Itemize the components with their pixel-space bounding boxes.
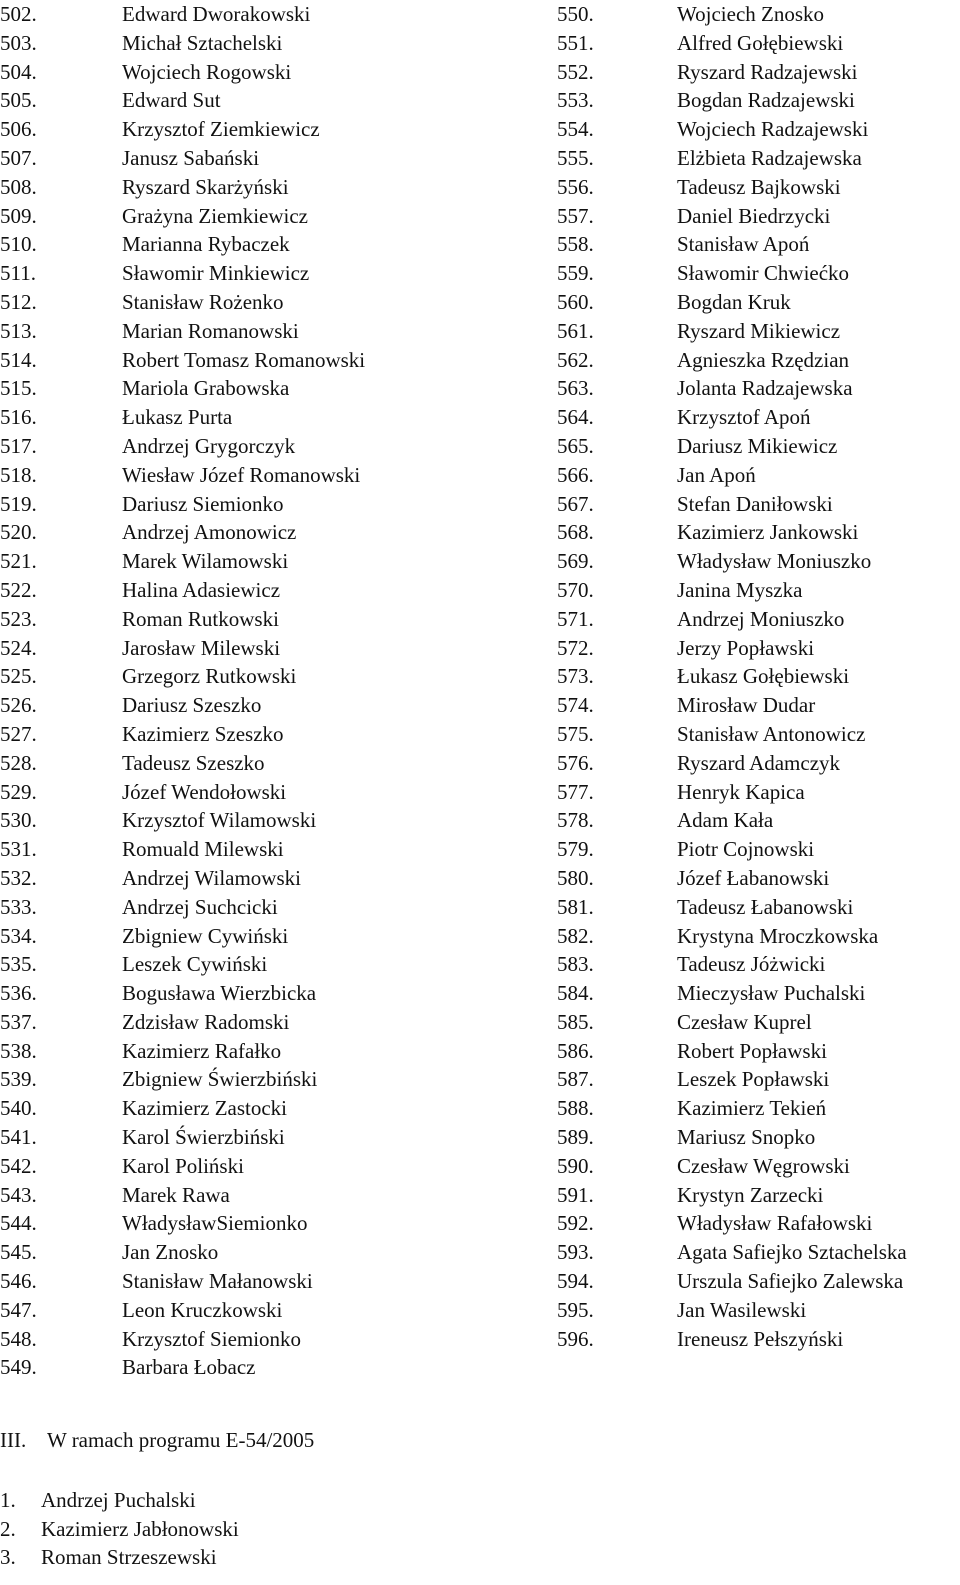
list-item <box>0 835 540 864</box>
list-item <box>557 346 957 375</box>
item-name: Dariusz Szeszko <box>122 693 262 718</box>
list-item <box>0 806 540 835</box>
item-number: 595. <box>557 1297 594 1322</box>
list-item <box>557 950 957 979</box>
list-item <box>0 259 540 288</box>
item-number: 569. <box>557 549 594 574</box>
list-item <box>0 1123 540 1152</box>
item-number: 526. <box>0 693 37 718</box>
list-item <box>557 173 957 202</box>
list-item <box>0 691 540 720</box>
list-item <box>0 662 540 691</box>
list-item <box>557 778 957 807</box>
item-name: Michał Sztachelski <box>122 30 283 55</box>
list-item <box>0 144 540 173</box>
list-item <box>0 461 540 490</box>
list-item <box>557 374 957 403</box>
item-number: 577. <box>557 779 594 804</box>
list-item <box>0 1325 540 1354</box>
item-number: 532. <box>0 865 37 890</box>
item-number: 557. <box>557 203 594 228</box>
list-item <box>0 1353 540 1382</box>
list-item <box>0 1209 540 1238</box>
item-number: 565. <box>557 433 594 458</box>
list-item <box>0 749 540 778</box>
item-name: Mieczysław Puchalski <box>677 981 866 1006</box>
item-number: 524. <box>0 635 37 660</box>
item-number: 547. <box>0 1297 37 1322</box>
item-number: 585. <box>557 1009 594 1034</box>
list-item <box>557 1267 957 1296</box>
item-name: Leszek Popławski <box>677 1067 830 1092</box>
list-item <box>0 29 540 58</box>
item-name: Tadeusz Jóżwicki <box>677 952 826 977</box>
list-item <box>557 634 957 663</box>
item-name: Barbara Łobacz <box>122 1355 256 1380</box>
item-name: Agnieszka Rzędzian <box>677 347 850 372</box>
item-number: 596. <box>557 1326 594 1351</box>
item-number: 574. <box>557 693 594 718</box>
item-number: 579. <box>557 837 594 862</box>
list-item <box>557 1037 957 1066</box>
item-name: Stanisław Małanowski <box>122 1269 313 1294</box>
item-number: 561. <box>557 318 594 343</box>
list-item <box>0 173 540 202</box>
item-number: 568. <box>557 520 594 545</box>
item-name: Andrzej Amonowicz <box>122 520 297 545</box>
item-number: 593. <box>557 1240 594 1265</box>
list-item <box>0 547 540 576</box>
item-number: 542. <box>0 1153 37 1178</box>
list-item <box>557 58 957 87</box>
item-name: Halina Adasiewicz <box>122 577 281 602</box>
item-name: Stanisław Apoń <box>677 232 810 257</box>
list-item <box>0 58 540 87</box>
list-item <box>0 576 540 605</box>
item-name: Mariola Grabowska <box>122 376 290 401</box>
item-name: Kazimierz Jabłonowski <box>41 1516 239 1541</box>
item-name: Agata Safiejko Sztachelska <box>677 1240 907 1265</box>
item-name: Romuald Milewski <box>122 837 284 862</box>
item-name: Marek Wilamowski <box>122 549 289 574</box>
list-item <box>557 259 957 288</box>
item-number: 509. <box>0 203 37 228</box>
item-number: 548. <box>0 1326 37 1351</box>
list-item <box>557 1181 957 1210</box>
item-name: Bogdan Kruk <box>677 289 791 314</box>
item-number: 512. <box>0 289 37 314</box>
item-number: 572. <box>557 635 594 660</box>
item-number: 567. <box>557 491 594 516</box>
item-name: Mirosław Dudar <box>677 693 816 718</box>
list-item <box>557 29 957 58</box>
item-number: 553. <box>557 88 594 113</box>
left-name-list <box>0 0 540 1382</box>
list-item <box>0 1267 540 1296</box>
item-name: Łukasz Purta <box>122 405 233 430</box>
item-number: 578. <box>557 808 594 833</box>
item-number: 550. <box>557 2 594 26</box>
list-item <box>0 288 540 317</box>
item-name: Sławomir Minkiewicz <box>122 261 310 286</box>
list-item <box>0 317 540 346</box>
section-number: III. <box>0 1428 27 1452</box>
item-number: 502. <box>0 2 37 26</box>
item-name: Dariusz Siemionko <box>122 491 284 516</box>
list-item <box>557 893 957 922</box>
list-item <box>557 432 957 461</box>
item-number: 549. <box>0 1355 37 1380</box>
item-name: Urszula Safiejko Zalewska <box>677 1269 904 1294</box>
list-item <box>557 749 957 778</box>
list-item <box>0 202 540 231</box>
item-number: 525. <box>0 664 37 689</box>
item-name: Ryszard Radzajewski <box>677 59 858 84</box>
item-name: Wojciech Rogowski <box>122 59 292 84</box>
section-iii <box>0 1426 960 1569</box>
item-name: Stanisław Antonowicz <box>677 721 866 746</box>
list-item <box>0 1296 540 1325</box>
item-number: 552. <box>557 59 594 84</box>
item-name: Zbigniew Świerzbiński <box>122 1067 318 1092</box>
item-name: Władysław Rafałowski <box>677 1211 873 1236</box>
item-name: Krzysztof Siemionko <box>122 1326 302 1351</box>
list-item <box>557 1152 957 1181</box>
item-number: 554. <box>557 117 594 142</box>
list-item <box>0 346 540 375</box>
list-item <box>557 691 957 720</box>
item-name: Robert Tomasz Romanowski <box>122 347 366 372</box>
list-item <box>557 86 957 115</box>
item-name: Roman Rutkowski <box>122 606 279 631</box>
item-number: 539. <box>0 1067 37 1092</box>
list-item <box>0 518 540 547</box>
item-name: Józef Łabanowski <box>677 865 830 890</box>
item-name: Krystyna Mroczkowska <box>677 923 879 948</box>
item-name: Jolanta Radzajewska <box>677 376 853 401</box>
item-name: Sławomir Chwiećko <box>677 261 850 286</box>
item-number: 515. <box>0 376 37 401</box>
list-item <box>557 1325 957 1354</box>
item-name: Edward Sut <box>122 88 221 113</box>
item-number: 582. <box>557 923 594 948</box>
item-number: 543. <box>0 1182 37 1207</box>
list-item <box>557 0 957 29</box>
list-item <box>557 1094 957 1123</box>
item-name: Jarosław Milewski <box>122 635 281 660</box>
item-number: 518. <box>0 462 37 487</box>
item-name: Janusz Sabański <box>122 145 260 170</box>
list-item <box>557 576 957 605</box>
list-item <box>557 720 957 749</box>
item-name: Kazimierz Zastocki <box>122 1096 288 1121</box>
list-item <box>0 0 540 29</box>
item-number: 503. <box>0 30 37 55</box>
item-number: 575. <box>557 721 594 746</box>
item-number: 589. <box>557 1125 594 1150</box>
item-name: Leon Kruczkowski <box>122 1297 283 1322</box>
item-name: Piotr Cojnowski <box>677 837 815 862</box>
item-number: 558. <box>557 232 594 257</box>
list-item <box>0 922 540 951</box>
item-name: Kazimierz Rafałko <box>122 1038 282 1063</box>
item-number: 535. <box>0 952 37 977</box>
item-number: 3. <box>0 1545 16 1569</box>
list-item <box>0 778 540 807</box>
list-item <box>557 518 957 547</box>
item-number: 537. <box>0 1009 37 1034</box>
item-name: Ryszard Mikiewicz <box>677 318 841 343</box>
item-name: Mariusz Snopko <box>677 1125 816 1150</box>
item-number: 2. <box>0 1516 16 1541</box>
item-name: Wiesław Józef Romanowski <box>122 462 361 487</box>
item-name: Karol Poliński <box>122 1153 244 1178</box>
item-name: Marian Romanowski <box>122 318 299 343</box>
item-number: 508. <box>0 174 37 199</box>
list-item <box>557 1209 957 1238</box>
list-item <box>0 893 540 922</box>
list-item <box>557 922 957 951</box>
item-number: 534. <box>0 923 37 948</box>
item-number: 590. <box>557 1153 594 1178</box>
item-name: Władysław Moniuszko <box>677 549 872 574</box>
item-number: 560. <box>557 289 594 314</box>
item-name: Marianna Rybaczek <box>122 232 290 257</box>
list-item <box>0 374 540 403</box>
item-number: 588. <box>557 1096 594 1121</box>
list-item <box>0 432 540 461</box>
section-title: W ramach programu E-54/2005 <box>47 1428 315 1452</box>
item-number: 521. <box>0 549 37 574</box>
item-name: Andrzej Grygorczyk <box>122 433 296 458</box>
list-item <box>0 979 540 1008</box>
item-name: Janina Myszka <box>677 577 803 602</box>
list-item <box>557 317 957 346</box>
section-heading <box>0 1426 960 1454</box>
item-name: Edward Dworakowski <box>122 2 311 26</box>
item-number: 564. <box>557 405 594 430</box>
item-name: Jerzy Popławski <box>677 635 815 660</box>
item-number: 581. <box>557 894 594 919</box>
list-item <box>557 1123 957 1152</box>
item-number: 505. <box>0 88 37 113</box>
list-item <box>0 115 540 144</box>
item-number: 592. <box>557 1211 594 1236</box>
item-name: Tadeusz Łabanowski <box>677 894 854 919</box>
item-name: Krzysztof Apoń <box>677 405 811 430</box>
item-name: Bogdan Radzajewski <box>677 88 855 113</box>
item-number: 583. <box>557 952 594 977</box>
item-name: Tadeusz Szeszko <box>122 750 265 775</box>
item-number: 519. <box>0 491 37 516</box>
item-number: 546. <box>0 1269 37 1294</box>
item-number: 523. <box>0 606 37 631</box>
item-number: 533. <box>0 894 37 919</box>
item-number: 586. <box>557 1038 594 1063</box>
list-item <box>557 835 957 864</box>
item-name: Andrzej Moniuszko <box>677 606 845 631</box>
item-number: 584. <box>557 981 594 1006</box>
item-number: 563. <box>557 376 594 401</box>
item-name: Kazimierz Szeszko <box>122 721 284 746</box>
item-name: Henryk Kapica <box>677 779 805 804</box>
item-name: Stanisław Rożenko <box>122 289 284 314</box>
list-item <box>0 1181 540 1210</box>
list-item <box>0 720 540 749</box>
item-number: 571. <box>557 606 594 631</box>
item-number: 545. <box>0 1240 37 1265</box>
item-name: Bogusława Wierzbicka <box>122 981 317 1006</box>
item-name: Zdzisław Radomski <box>122 1009 290 1034</box>
list-item <box>557 1238 957 1267</box>
item-number: 513. <box>0 318 37 343</box>
item-name: Wojciech Znosko <box>677 2 825 26</box>
item-name: Marek Rawa <box>122 1182 230 1207</box>
item-number: 551. <box>557 30 594 55</box>
item-name: Grzegorz Rutkowski <box>122 664 297 689</box>
item-number: 570. <box>557 577 594 602</box>
item-number: 531. <box>0 837 37 862</box>
item-number: 528. <box>0 750 37 775</box>
item-number: 516. <box>0 405 37 430</box>
item-name: Krzysztof Ziemkiewicz <box>122 117 320 142</box>
list-item <box>557 864 957 893</box>
item-name: Zbigniew Cywiński <box>122 923 289 948</box>
item-number: 566. <box>557 462 594 487</box>
item-number: 1. <box>0 1488 16 1512</box>
list-item <box>557 230 957 259</box>
item-name: Ireneusz Pełszyński <box>677 1326 844 1351</box>
list-item <box>557 288 957 317</box>
list-item <box>557 979 957 1008</box>
item-name: Jan Apoń <box>677 462 756 487</box>
list-item <box>557 461 957 490</box>
item-name: Łukasz Gołębiewski <box>677 664 850 689</box>
item-number: 510. <box>0 232 37 257</box>
list-item <box>0 634 540 663</box>
item-number: 504. <box>0 59 37 84</box>
list-item <box>0 490 540 519</box>
item-number: 591. <box>557 1182 594 1207</box>
list-item <box>557 605 957 634</box>
list-item <box>557 490 957 519</box>
item-name: Roman Strzeszewski <box>41 1545 217 1569</box>
item-number: 529. <box>0 779 37 804</box>
item-number: 514. <box>0 347 37 372</box>
item-name: WładysławSiemionko <box>122 1211 308 1236</box>
item-name: Krzysztof Wilamowski <box>122 808 317 833</box>
item-name: Andrzej Wilamowski <box>122 865 301 890</box>
list-item <box>557 115 957 144</box>
item-name: Alfred Gołębiewski <box>677 30 844 55</box>
list-item <box>557 144 957 173</box>
right-name-list <box>557 0 957 1353</box>
list-item <box>557 1065 957 1094</box>
item-number: 555. <box>557 145 594 170</box>
item-name: Grażyna Ziemkiewicz <box>122 203 308 228</box>
list-item <box>0 1152 540 1181</box>
item-number: 527. <box>0 721 37 746</box>
item-number: 544. <box>0 1211 37 1236</box>
list-item <box>0 403 540 432</box>
item-number: 587. <box>557 1067 594 1092</box>
item-name: Ryszard Adamczyk <box>677 750 841 775</box>
item-number: 594. <box>557 1269 594 1294</box>
item-name: Dariusz Mikiewicz <box>677 433 838 458</box>
item-number: 559. <box>557 261 594 286</box>
list-item <box>557 1296 957 1325</box>
item-name: Czesław Kuprel <box>677 1009 812 1034</box>
item-name: Ryszard Skarżyński <box>122 174 289 199</box>
item-name: Leszek Cywiński <box>122 952 268 977</box>
list-item <box>0 1008 540 1037</box>
list-item <box>557 1008 957 1037</box>
list-item <box>0 864 540 893</box>
item-number: 573. <box>557 664 594 689</box>
item-number: 538. <box>0 1038 37 1063</box>
item-name: Jan Wasilewski <box>677 1297 807 1322</box>
item-number: 507. <box>0 145 37 170</box>
item-number: 540. <box>0 1096 37 1121</box>
item-name: Wojciech Radzajewski <box>677 117 869 142</box>
item-name: Krystyn Zarzecki <box>677 1182 824 1207</box>
item-name: Kazimierz Jankowski <box>677 520 859 545</box>
item-number: 536. <box>0 981 37 1006</box>
item-number: 506. <box>0 117 37 142</box>
item-number: 517. <box>0 433 37 458</box>
item-number: 530. <box>0 808 37 833</box>
list-item <box>557 202 957 231</box>
item-name: Robert Popławski <box>677 1038 827 1063</box>
list-item <box>557 662 957 691</box>
item-number: 562. <box>557 347 594 372</box>
item-number: 522. <box>0 577 37 602</box>
item-number: 576. <box>557 750 594 775</box>
list-item <box>557 403 957 432</box>
item-name: Tadeusz Bajkowski <box>677 174 841 199</box>
list-item <box>0 230 540 259</box>
list-item <box>557 806 957 835</box>
item-name: Kazimierz Tekień <box>677 1096 827 1121</box>
item-number: 520. <box>0 520 37 545</box>
list-item <box>0 1238 540 1267</box>
item-name: Jan Znosko <box>122 1240 219 1265</box>
list-item <box>0 86 540 115</box>
list-item <box>0 1094 540 1123</box>
item-name: Józef Wendołowski <box>122 779 287 804</box>
item-number: 580. <box>557 865 594 890</box>
item-name: Andrzej Suchcicki <box>122 894 278 919</box>
item-name: Andrzej Puchalski <box>41 1488 196 1512</box>
item-name: Elżbieta Radzajewska <box>677 145 862 170</box>
item-name: Adam Kała <box>677 808 774 833</box>
item-name: Czesław Węgrowski <box>677 1153 850 1178</box>
list-item <box>0 1065 540 1094</box>
item-number: 511. <box>0 261 36 286</box>
list-item <box>0 950 540 979</box>
list-item <box>557 547 957 576</box>
item-name: Karol Świerzbiński <box>122 1125 285 1150</box>
item-name: Daniel Biedrzycki <box>677 203 831 228</box>
item-name: Stefan Daniłowski <box>677 491 833 516</box>
list-item <box>0 605 540 634</box>
item-number: 541. <box>0 1125 37 1150</box>
item-number: 556. <box>557 174 594 199</box>
list-item <box>0 1037 540 1066</box>
